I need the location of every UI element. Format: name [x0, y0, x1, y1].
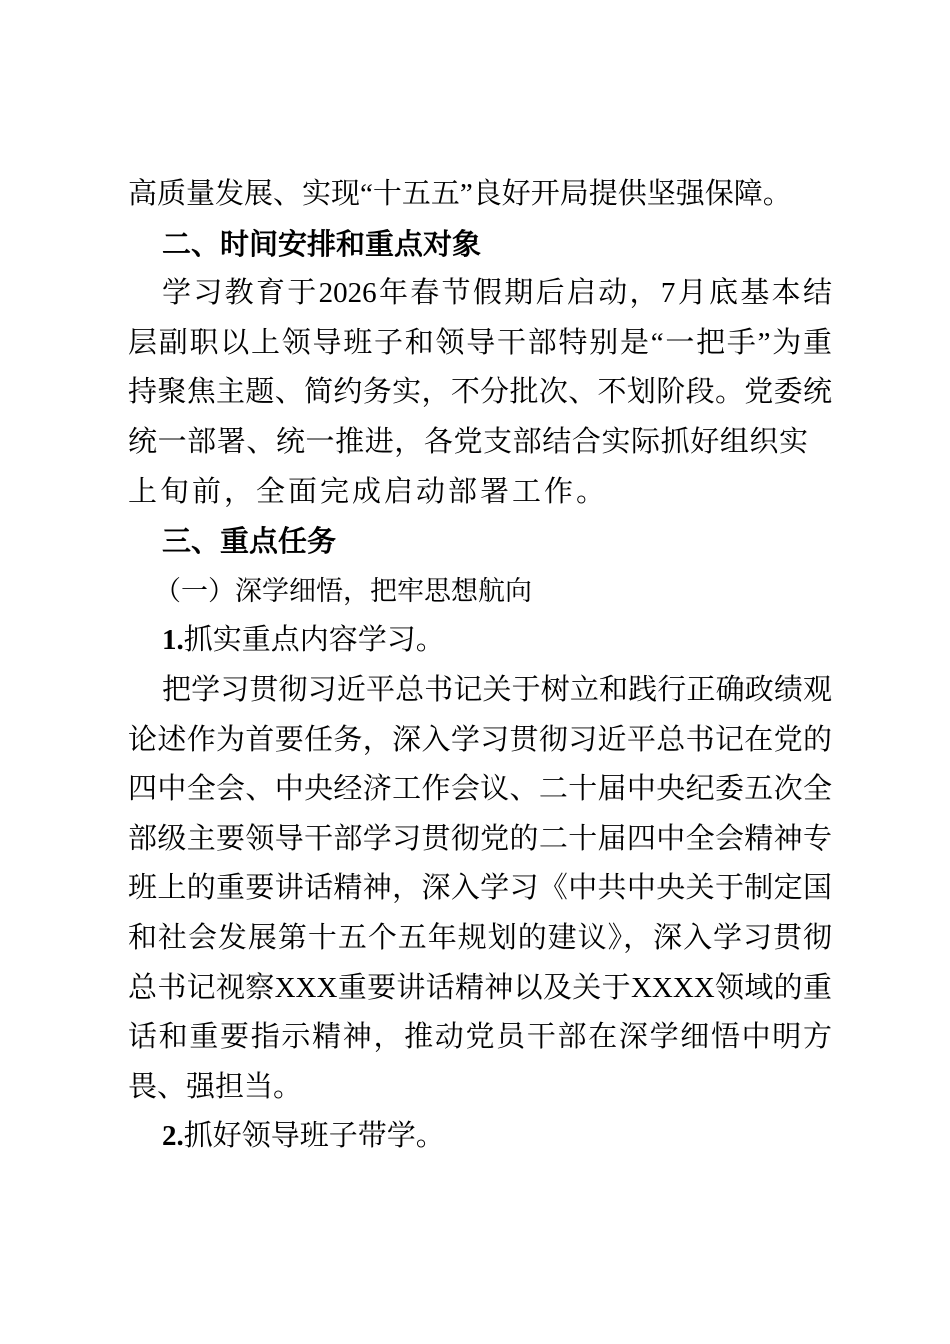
- item-number: 2.: [162, 1120, 184, 1153]
- paragraph-line: 话和重要指示精神，推动党员干部在深学细悟中明方: [128, 1021, 832, 1054]
- item-number: 1.: [162, 624, 184, 657]
- document-page: [128, 170, 832, 1162]
- paragraph-line: 把学习贯彻习近平总书记关于树立和践行正确政绩观: [162, 673, 832, 706]
- paragraph-line: 部级主要领导干部学习贯彻党的二十届四中全会精神专: [128, 822, 832, 855]
- item-heading: [128, 1112, 832, 1162]
- paragraph-line: 总书记视察XXX重要讲话精神以及关于XXXX领域的重: [128, 971, 832, 1004]
- item-title: 抓实重点内容学习。: [183, 624, 445, 657]
- paragraph-line: 学习教育于2026年春节假期后启动，7月底基本结: [162, 277, 832, 310]
- paragraph-line: 高质量发展、实现“十五五”良好开局提供坚强保障。: [128, 178, 792, 210]
- paragraph-line: 畏、强担当。: [128, 1070, 303, 1103]
- item-heading: [128, 616, 832, 666]
- paragraph-line: 论述作为首要任务，深入学习贯彻习近平总书记在党的: [128, 723, 832, 756]
- paragraph-line: 统一部署、统一推进，各党支部结合实际抓好组织实: [128, 425, 808, 458]
- paragraph-line: 持聚焦主题、简约务实，不分批次、不划阶段。党委统: [128, 376, 832, 409]
- item-title: 抓好领导班子带学。: [183, 1120, 445, 1153]
- paragraph-line: 和社会发展第十五个五年规划的建议》，深入学习贯彻: [128, 921, 832, 954]
- section-heading-tasks: 三、重点任务: [162, 524, 337, 559]
- paragraph-line: 四中全会、中央经济工作会议、二十届中央纪委五次全: [128, 773, 832, 806]
- section-heading-schedule: 二、时间安排和重点对象: [162, 226, 482, 261]
- paragraph-line: 层副职以上领导班子和领导干部特别是“一把手”为重: [128, 326, 832, 359]
- paragraph-line: 上旬前，全面完成启动部署工作。: [128, 475, 609, 508]
- subsection-heading: （一）深学细悟，把牢思想航向: [154, 575, 532, 606]
- paragraph-line: 班上的重要讲话精神，深入学习《中共中央关于制定国: [128, 872, 832, 905]
